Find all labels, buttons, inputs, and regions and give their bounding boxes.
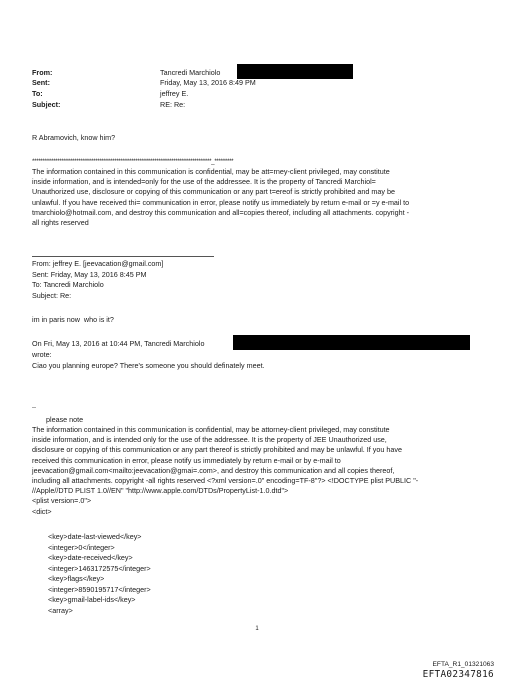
redaction-box bbox=[233, 335, 470, 350]
plist-line: <integer>8590195717</integer> bbox=[48, 584, 151, 594]
sent-value: Friday, May 13, 2016 8:49 PM bbox=[160, 78, 256, 87]
quoted-reply-wrote: wrote: bbox=[32, 350, 52, 359]
plist-line: <integer>1463172575</integer> bbox=[48, 563, 151, 573]
quoted-body: im in paris now who is it? bbox=[32, 315, 114, 324]
page-number: 1 bbox=[255, 626, 259, 632]
subject-value: RE: Re: bbox=[160, 100, 186, 109]
from-value: Tancredi Marchiolo bbox=[160, 68, 221, 77]
plist-line: <integer>0</integer> bbox=[48, 542, 115, 552]
plist-line: <key>flags</key> bbox=[48, 574, 105, 583]
to-label: To: bbox=[32, 89, 43, 98]
plist-line: <key>gmail-label-ids</key> bbox=[48, 595, 136, 604]
bates-number-small: EFTA_R1_01321063 bbox=[432, 661, 494, 668]
plist-line: <key>date-received</key> bbox=[48, 553, 133, 562]
quoted-reply-body: Ciao you planning europe? There's someone you should definately meet. bbox=[32, 360, 265, 370]
quoted-subject: Subject: Re: bbox=[32, 290, 72, 300]
divider-line bbox=[32, 256, 214, 257]
sent-label: Sent: bbox=[32, 78, 50, 87]
from-label: From: bbox=[32, 68, 53, 77]
plist-line: <array> bbox=[48, 605, 73, 615]
disclaimer-separator: *************************************************************************************_********* bbox=[32, 158, 234, 165]
signature-note: please note bbox=[46, 415, 84, 424]
quoted-sent: Sent: Friday, May 13, 2016 8:45 PM bbox=[32, 269, 147, 279]
plist-line: <key>date-last-viewed</key> bbox=[48, 532, 142, 541]
signature-dashes: -- bbox=[32, 405, 36, 411]
quoted-to: To: Tancredi Marchiolo bbox=[32, 280, 104, 289]
quoted-reply-intro: On Fri, May 13, 2016 at 10:44 PM, Tancredi Marchiolo bbox=[32, 339, 205, 348]
subject-label: Subject: bbox=[32, 100, 61, 109]
signature-disclaimer-text: The information contained in this communication is confidential, may be attorney-client privileged, may constitute inside information, and is intended only for the use of the addressee. It is the property of JEE Unauthorized use, disclosure or copying of this communication or any part thereof is strictly prohibited and may be unlawful. If you have received this communication in error, please notify us immediately by return e-mail or by e-mail to jeevacation@gmail.com<mailto:jeevacation@gmai=.com>, and destroy this communication and all copies thereof, including all attachments. copyright -all rights reserved <?xml version=.0" encoding=TF-8"?> <!DOCTYPE plist PUBLIC "- //Apple//DTD PLIST 1.0//EN" "http://www.apple.com/DTDs/PropertyList-1.0.dtd"> <plist version=.0"> <dict> bbox=[32, 425, 419, 516]
quoted-from: From: jeffrey E. [jeevacation@gmail.com] bbox=[32, 259, 164, 268]
disclaimer-text: The information contained in this communication is confidential, may be att=rney-client privileged, may constitute inside information, and is intended=only for the use of the addressee. It is the property of Tancredi Marchiol= Unauthorized use, disclosure or copying of this communication or any part t=ereof is strictly prohibited and may be unlawful. If you have received thi= communication in error, please notify us immediately by return e-mail or =y e-mail to tmarchiolo@hotmail.com, and destroy this communication and all=copies thereof, including all attachments. copyright - all rights reserved bbox=[32, 167, 410, 228]
bates-number-large: EFTA02347816 bbox=[422, 669, 494, 680]
to-value: jeffrey E. bbox=[160, 89, 189, 98]
message-body: R Abramovich, know him? bbox=[32, 133, 116, 142]
redaction-box bbox=[237, 64, 353, 79]
